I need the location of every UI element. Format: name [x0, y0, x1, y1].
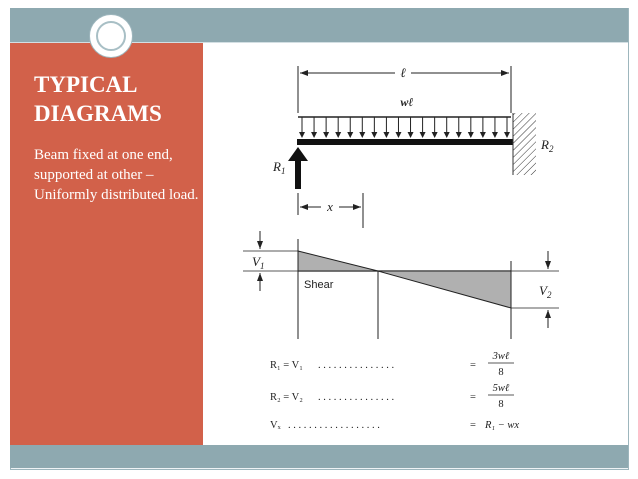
formula-r2-dots: . . . . . . . . . . . . . . .	[318, 392, 395, 403]
formula-r1-eq: =	[470, 360, 476, 371]
formula-r2-eq: =	[470, 392, 476, 403]
reaction-r1-label: $R_1$	[273, 159, 286, 176]
shear-negative-region	[378, 271, 511, 308]
load-arrow-head	[468, 132, 474, 138]
shear-v1-label: $V_1$	[252, 254, 265, 271]
load-arrow-head	[371, 132, 377, 138]
load-arrow-head	[420, 132, 426, 138]
formula-r2-lhs: R₂ = V₂	[270, 392, 303, 403]
formula-r1-den: 8	[498, 367, 504, 378]
x-label: x	[327, 199, 333, 214]
formula-r1-dots: . . . . . . . . . . . . . . .	[318, 360, 395, 371]
load-arrow-head	[432, 132, 438, 138]
beam	[297, 139, 513, 145]
bottom-band	[10, 445, 628, 468]
slide-title: TYPICAL DIAGRAMS	[34, 72, 162, 126]
formula-vx	[270, 420, 519, 431]
formula-vx-lhs: Vₓ	[270, 420, 281, 431]
shear-positive-region	[298, 251, 378, 271]
load-arrow-head	[444, 132, 450, 138]
load-arrow-head	[480, 132, 486, 138]
formula-vx-eq: =	[470, 420, 476, 431]
formula-r2-num: 5wℓ	[492, 383, 510, 394]
load-arrow-head	[383, 132, 389, 138]
distributed-load	[299, 117, 510, 138]
load-arrow-head	[395, 132, 401, 138]
beam-diagram	[203, 43, 628, 445]
reaction-r2-label: $R_2$	[541, 137, 554, 154]
circle-ornament-icon	[89, 14, 133, 58]
span-label: ℓ	[400, 65, 406, 80]
load-arrow-head	[335, 132, 341, 138]
formula-r2-den: 8	[498, 399, 504, 410]
slide-body-text: Beam fixed at one end, supported at other – Uniformly distributed load.	[34, 147, 199, 203]
formula-r1	[270, 351, 514, 378]
load-label: wℓ	[400, 95, 414, 109]
formula-r2	[270, 383, 514, 410]
fixed-support-wall	[513, 113, 536, 175]
circle-ornament-inner	[96, 21, 126, 51]
load-arrow-head	[323, 132, 329, 138]
load-arrow-head	[492, 132, 498, 138]
shear-v2-label: $V_2$	[539, 283, 552, 300]
formula-r1-lhs: R₁ = V₁	[270, 360, 303, 371]
load-arrow-head	[456, 132, 462, 138]
load-arrow-head	[359, 132, 365, 138]
load-arrow-head	[504, 132, 510, 138]
load-arrow-head	[347, 132, 353, 138]
formula-r1-num: 3wℓ	[492, 351, 510, 362]
load-arrow-head	[408, 132, 414, 138]
load-arrow-head	[311, 132, 317, 138]
formula-vx-dots: . . . . . . . . . . . . . . . . . .	[288, 420, 380, 431]
reaction-r1-arrow	[288, 147, 308, 189]
shear-label: Shear	[304, 279, 334, 291]
formula-vx-rhs: R₁ − wx	[485, 420, 520, 431]
load-arrow-head	[299, 132, 305, 138]
